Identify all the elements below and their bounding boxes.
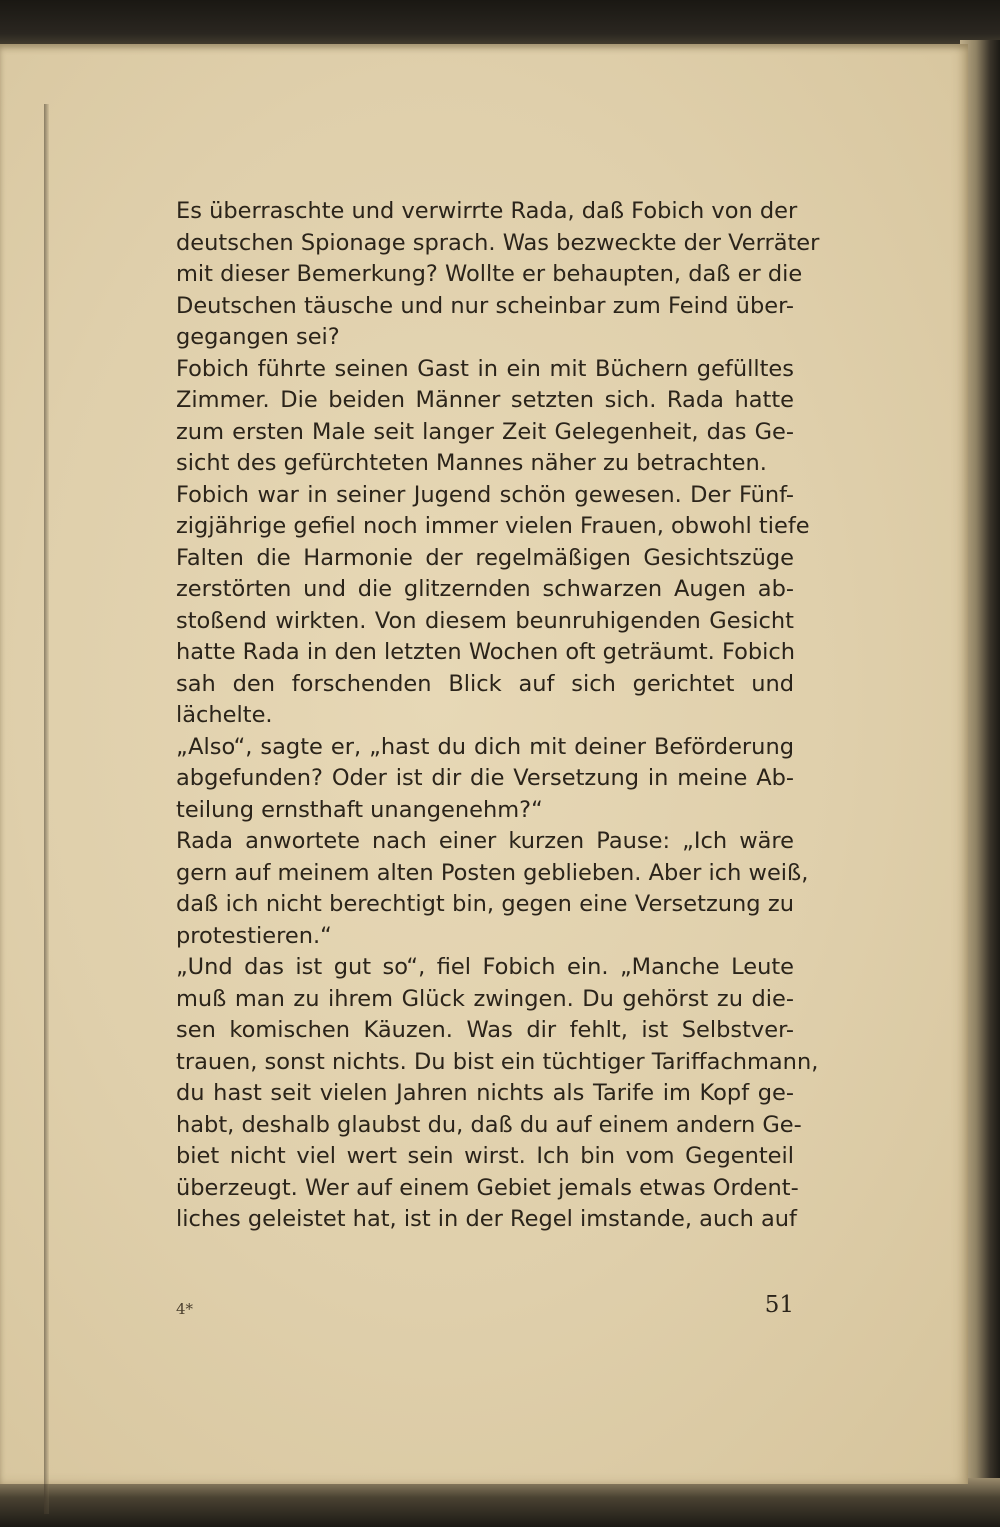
text-line: zum ersten Male seit langer Zeit Gelegenheit, das Ge- [176,418,794,445]
text-line: lächelte. [176,702,273,728]
text-line: sen komischen Käuzen. Was dir fehlt, ist Selbstver- [176,1017,794,1043]
signature-mark: 4* [176,1300,194,1318]
text-line: „Also“, sagte er, „hast du dich mit deiner Beförderung [176,733,794,760]
text-line: abgefunden? Oder ist dir die Versetzung in meine Ab- [176,765,794,791]
page-number: 51 [764,1292,794,1318]
text-line: zerstörten und die glitzernden schwarzen Augen ab- [176,576,794,602]
text-line: habt, deshalb glaubst du, daß du auf einem andern Ge- [176,1111,802,1138]
text-line: teilung ernsthaft unangenehm?“ [176,796,543,823]
text-line: Fobich war in seiner Jugend schön gewesen. Der Fünf- [176,481,794,508]
text-line: biet nicht viel wert sein wirst. Ich bin vom Gegenteil [176,1143,794,1169]
text-line: liches geleistet hat, ist in der Regel imstande, auch auf [176,1206,797,1232]
text-line: Deutschen täusche und nur scheinbar zum Feind über- [176,292,794,319]
text-line: protestieren.“ [176,922,332,949]
body-text [176,196,820,1236]
text-line: deutschen Spionage sprach. Was bezweckte der Verräter [176,229,820,256]
text-line: Fobich führte seinen Gast in ein mit Büchern gefülltes [176,355,794,382]
text-line: überzeugt. Wer auf einem Gebiet jemals etwas Ordent- [176,1174,799,1201]
text-line: hatte Rada in den letzten Wochen oft geträumt. Fobich [176,639,796,665]
text-line: trauen, sonst nichts. Du bist ein tüchtiger Tariffachmann, [176,1048,819,1075]
text-line: mit dieser Bemerkung? Wollte er behaupten, daß er die [176,261,803,287]
text-line: Es überraschte und verwirrte Rada, daß Fobich von der [176,198,798,224]
text-line: gern auf meinem alten Posten geblieben. Aber ich weiß, [176,859,809,886]
text-line: sah den forschenden Blick auf sich gerichtet und [176,670,794,697]
text-line: Zimmer. Die beiden Männer setzten sich. Rada hatte [176,387,794,413]
page-gutter-shadow [44,104,49,1514]
book-top-edge [0,0,1000,48]
text-line: „Und das ist gut so“, fiel Fobich ein. „Manche Leute [176,954,794,980]
text-line: zigjährige gefiel noch immer vielen Frauen, obwohl tiefe [176,513,810,539]
text-line: sicht des gefürchteten Mannes näher zu betrachten. [176,450,767,476]
text-line: Falten die Harmonie der regelmäßigen Gesichtszüge [176,544,794,571]
text-line: du hast seit vielen Jahren nichts als Tarife im Kopf ge- [176,1080,794,1106]
text-line: muß man zu ihrem Glück zwingen. Du gehörst zu die- [176,985,794,1012]
book-bottom-edge [0,1478,1000,1527]
text-line: daß ich nicht berechtigt bin, gegen eine Versetzung zu [176,891,794,917]
text-line: stoßend wirkten. Von diesem beunruhigenden Gesicht [176,607,794,634]
text-line: gegangen sei? [176,324,340,350]
text-line: Rada anwortete nach einer kurzen Pause: „Ich wäre [176,828,794,854]
